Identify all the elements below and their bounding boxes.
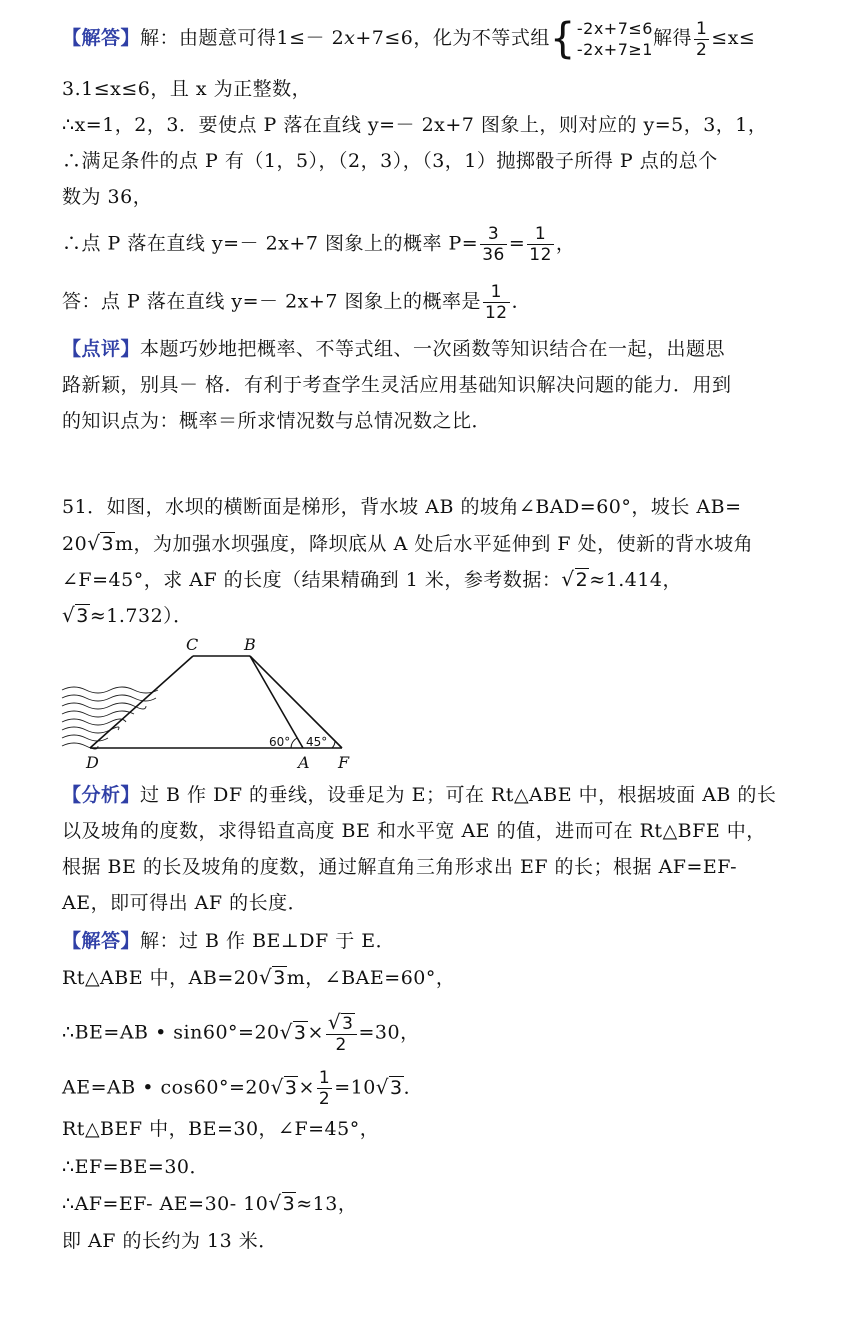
problem51-line3-b: ≈1.414， — [589, 569, 683, 591]
solution1-line5: 数为 36， — [62, 186, 153, 208]
fraction-one-half — [694, 19, 709, 60]
solution1-line1-b: +7≤6，化为不等式组 — [355, 27, 550, 49]
radicand: 2 — [575, 569, 589, 591]
solution1-line1 — [62, 14, 756, 64]
slope-line-DC — [90, 656, 193, 748]
solution1-line6-end: ， — [555, 232, 576, 255]
fraction-sqrt3-over-2 — [326, 1012, 357, 1055]
label-D: D — [86, 753, 99, 772]
solution2-line2-b: m，∠BAE=60°， — [286, 967, 456, 989]
times-sign: × — [307, 1021, 324, 1044]
problem51-line3-a: ∠F=45°，求 AF 的长度（结果精确到 1 米，参考数据： — [62, 569, 562, 591]
inequality-row-1: -2x+7≤6 — [576, 19, 653, 38]
radicand: 3 — [284, 1076, 298, 1099]
water-waves — [62, 687, 158, 749]
solution1-line1-x: x — [344, 27, 356, 49]
comment-line1 — [62, 336, 725, 362]
problem51-line3 — [62, 566, 682, 593]
slope-line-BF — [250, 656, 342, 748]
angle-label-60: 60° — [269, 735, 291, 749]
problem51-line1: 51．如图，水坝的横断面是梯形，背水坡 AB 的坡角∠BAD=60°，坡长 AB= — [62, 496, 742, 518]
solution1-tag: 【解答】 — [62, 27, 141, 49]
sqrt-3: √3 — [258, 965, 286, 989]
solution2-line4-b: =10 — [334, 1076, 376, 1099]
solution2-line7 — [62, 1190, 357, 1217]
sqrt-3: √3 — [268, 1191, 296, 1215]
solution2-line4-a: AE=AB • cos60°=20 — [62, 1076, 271, 1099]
label-F: F — [338, 753, 350, 772]
angle-arc-45 — [332, 741, 335, 748]
solution2-line1-text: 解：过 B 作 BE⊥DF 于 E． — [140, 930, 396, 952]
sqrt-3: √3 — [270, 1074, 298, 1099]
sqrt-3: √3 — [62, 603, 89, 627]
times-sign: × — [298, 1076, 315, 1099]
inequality-row-2: -2x+7≥1 — [576, 40, 653, 59]
sqrt-3: √3 — [327, 1010, 354, 1034]
solution1-line7 — [62, 282, 531, 323]
fraction-numerator: 1 — [695, 18, 708, 39]
fraction-denominator: 2 — [335, 1035, 347, 1055]
problem51-line4-b: ≈1.732）． — [89, 605, 193, 627]
solution1-line7-end: ． — [511, 290, 532, 313]
problem51-line2-b: m，为加强水坝强度，降坝底从 A 处后水平延伸到 F 处，使新的背水坡角 — [115, 533, 754, 555]
analysis-line2: 以及坡角的度数，求得铅直高度 BE 和水平宽 AE 的值，进而可在 Rt△BFE 中， — [62, 820, 766, 842]
analysis-line4: AE，即可得出 AF 的长度． — [62, 892, 308, 914]
solution1-line3: ∴x=1，2，3．要使点 P 落在直线 y=－ 2x+7 图象上，则对应的 y=5，3，1， — [62, 114, 768, 136]
fraction-denominator: 2 — [695, 39, 708, 60]
fraction-numerator: 1 — [527, 224, 554, 245]
solution2-line8: 即 AF 的长约为 13 米． — [62, 1230, 278, 1252]
comment-line1-text: 本题巧妙地把概率、不等式组、一次函数等知识结合在一起，出题思 — [140, 338, 726, 360]
solution1-line2: 3.1≤x≤6，且 x 为正整数， — [62, 78, 312, 100]
sqrt-2: √2 — [561, 567, 589, 591]
solution2-tag: 【解答】 — [62, 930, 141, 952]
solution1-line1-a: 解：由题意可得1≤－ 2 — [140, 27, 345, 49]
solution2-line2-a: Rt△ABE 中，AB=20 — [62, 967, 259, 989]
solution2-line3 — [62, 1012, 420, 1055]
fraction-numerator: 3 — [480, 224, 507, 245]
wave-line — [62, 703, 146, 709]
analysis-line1-text: 过 B 作 DF 的垂线，设垂足为 E；可在 Rt△ABE 中，根据坡面 AB 的长 — [140, 784, 777, 806]
solution2-line3-a: ∴BE=AB • sin60°=20 — [62, 1021, 280, 1044]
analysis-line1 — [62, 782, 776, 808]
dam-cross-section-figure — [60, 632, 370, 772]
angle-label-45: 45° — [306, 735, 328, 749]
problem51-line2 — [62, 530, 753, 557]
fraction-denominator: 2 — [318, 1089, 331, 1109]
radicand: 3 — [390, 1076, 403, 1099]
solution2-line4-c: ． — [403, 1076, 424, 1099]
sqrt-3: √3 — [375, 1074, 403, 1099]
solution2-line7-b: ≈13， — [296, 1193, 358, 1215]
solution2-line3-b: =30， — [358, 1021, 420, 1044]
label-C: C — [186, 635, 199, 654]
sqrt-3: √3 — [279, 1019, 307, 1044]
problem51-line2-a: 20 — [62, 533, 88, 555]
solution2-line5: Rt△BEF 中，BE=30，∠F=45°， — [62, 1118, 380, 1140]
solution2-line6: ∴EF=BE=30． — [62, 1156, 209, 1178]
label-A: A — [298, 753, 310, 772]
solution1-line4: ∴满足条件的点 P 有（1，5），（2，3），（3，1）抛掷骰子所得 P 点的总个 — [62, 150, 718, 172]
fraction-3-36 — [480, 224, 507, 265]
radicand: 3 — [273, 967, 286, 989]
radicand: 3 — [282, 1193, 296, 1215]
analysis-line3: 根据 BE 的长及坡角的度数，通过解直角三角形求出 EF 的长；根据 AF=EF- — [62, 856, 738, 878]
inequality-system — [577, 18, 653, 60]
radicand: 3 — [293, 1021, 307, 1044]
fraction-denominator: 12 — [484, 303, 508, 323]
fraction-numerator: 1 — [318, 1068, 331, 1088]
comment-line3: 的知识点为：概率＝所求情况数与总情况数之比． — [62, 410, 492, 432]
equals-sign: = — [508, 232, 526, 255]
analysis-tag: 【分析】 — [62, 784, 141, 806]
sqrt-3: √3 — [87, 531, 115, 555]
radicand: 3 — [76, 605, 89, 627]
solution1-line1-c: 解得 — [652, 27, 692, 49]
fraction-denominator: 12 — [529, 245, 552, 265]
solution2-line7-a: ∴AF=EF- AE=30- 10 — [62, 1193, 269, 1215]
fraction-denominator: 36 — [482, 245, 505, 265]
fraction-one-half — [317, 1068, 332, 1109]
solution1-line6-a: ∴点 P 落在直线 y=－ 2x+7 图象上的概率 P= — [62, 232, 479, 255]
solution2-line4 — [62, 1068, 423, 1109]
fraction-numerator — [326, 1012, 357, 1035]
fraction-1-12 — [527, 224, 554, 265]
problem51-line4 — [62, 602, 193, 629]
inequality-brace: { — [549, 14, 576, 64]
comment-line2: 路新颖，别具－ 格．有利于考查学生灵活应用基础知识解决问题的能力．用到 — [62, 374, 732, 396]
radicand: 3 — [101, 533, 115, 555]
wave-line — [62, 687, 158, 693]
wave-line — [62, 695, 156, 701]
angle-arc-60 — [291, 738, 297, 748]
solution1-line7-a: 答：点 P 落在直线 y=－ 2x+7 图象上的概率是 — [62, 290, 481, 313]
wave-line — [62, 711, 134, 717]
solution1-line6 — [62, 224, 575, 265]
label-B: B — [244, 635, 256, 654]
solution2-line2 — [62, 964, 455, 991]
solution2-line1 — [62, 928, 395, 954]
fraction-1-12-answer — [483, 282, 510, 323]
solution1-line1-d: ≤x≤ — [711, 27, 756, 49]
fraction-numerator: 1 — [483, 282, 510, 303]
radicand: 3 — [342, 1014, 354, 1034]
comment-tag: 【点评】 — [62, 338, 141, 360]
